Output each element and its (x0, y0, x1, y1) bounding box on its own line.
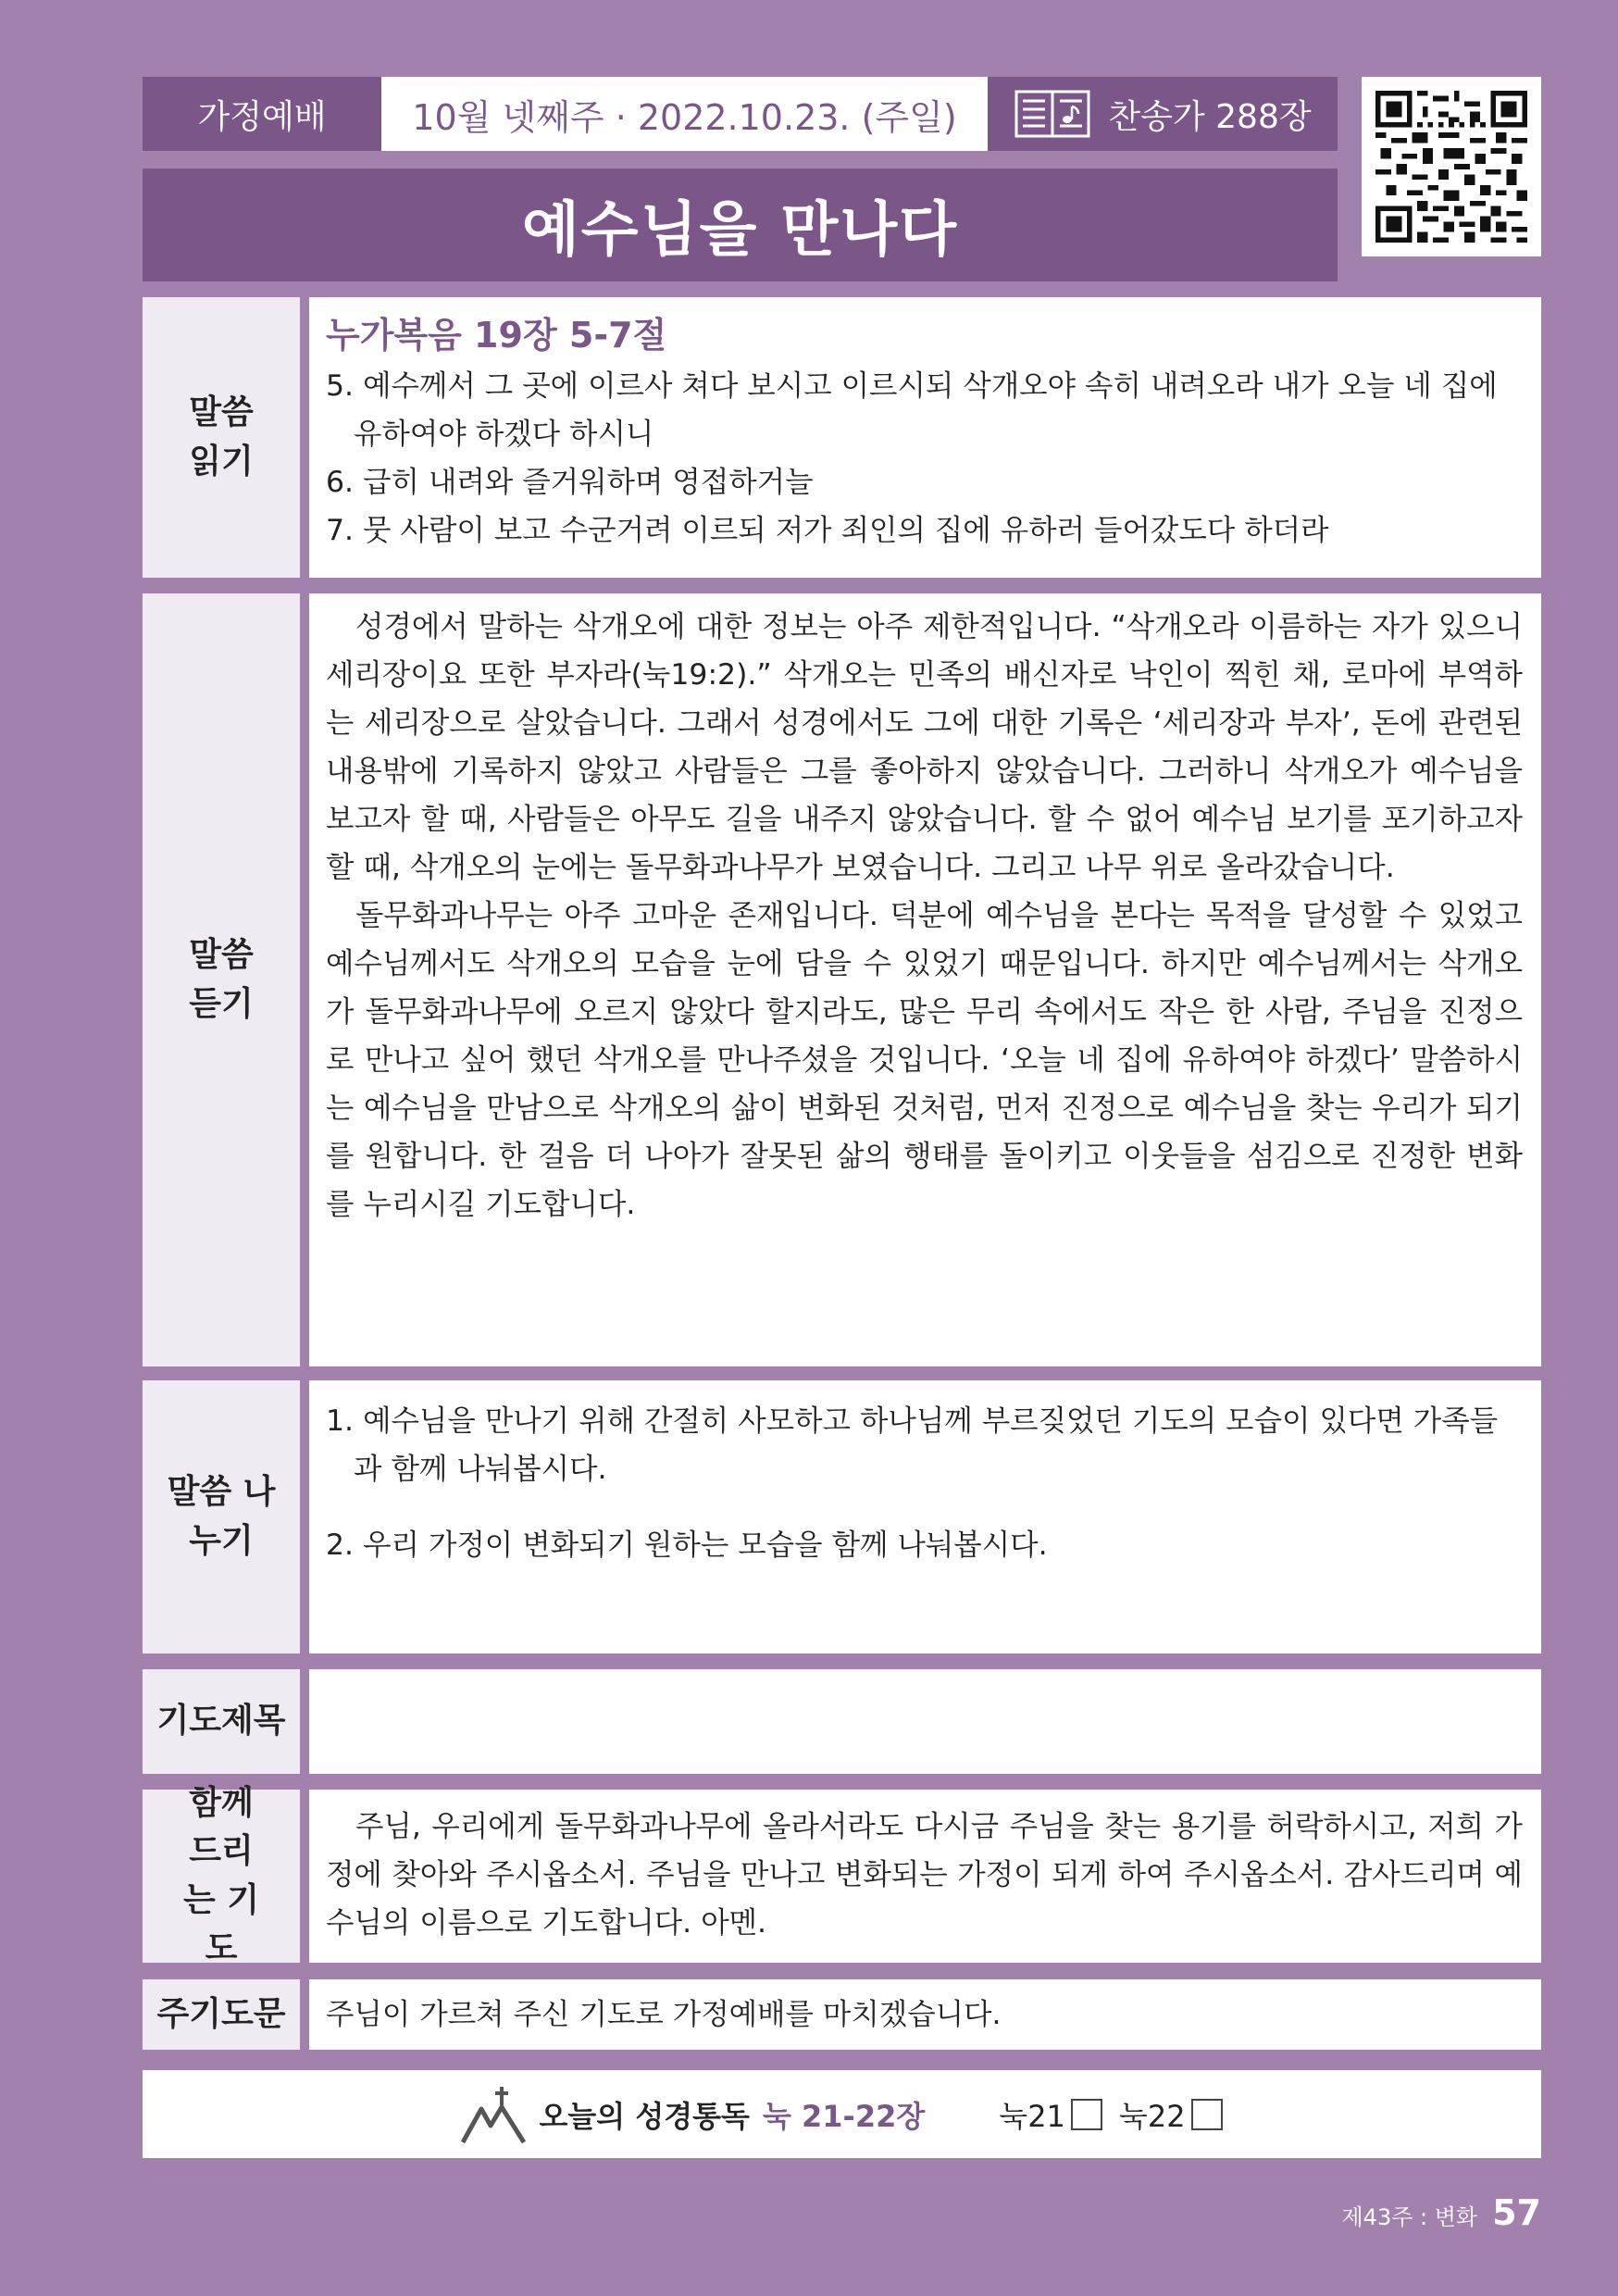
sharing-content (309, 1380, 1541, 1653)
bible-reading-plan (143, 2070, 1541, 2158)
verse-line: 7. 뭇 사람이 보고 수군거려 이르되 저가 죄인의 집에 유하러 들어갔도다 하더라 (326, 514, 1329, 547)
prayer-topic-label-text: 기도제목 (156, 1702, 286, 1741)
date-bar (381, 77, 988, 151)
title-bar (143, 168, 1338, 281)
qr-code[interactable] (1362, 77, 1541, 256)
cross-mountain-icon (461, 2085, 526, 2144)
reading-plan-label: 오늘의 성경통독 (539, 2098, 750, 2134)
lords-prayer-label (143, 1979, 300, 2050)
hymn-bar (988, 77, 1338, 151)
discussion-question: 1. 예수님을 만나기 위해 간절히 사모하고 하나님께 부르짖었던 기도의 모습이 있다면 가족들과 함께 나눠봅시다. (326, 1404, 1499, 1486)
lords-prayer-label-text: 주기도문 (156, 1994, 286, 2033)
sharing-label (143, 1380, 300, 1653)
sharing-label-text: 말씀 나누기 (167, 1473, 276, 1560)
reading-content (309, 297, 1541, 578)
worship-tag (143, 77, 381, 151)
reading-label-text: 말씀 읽기 (189, 393, 254, 480)
reading-plan-range: 눅 21-22장 (762, 2098, 926, 2134)
lords-prayer-content (309, 1979, 1541, 2050)
closing-text: 주님이 가르쳐 주신 기도로 가정예배를 마치겠습니다. (326, 1998, 1002, 2031)
joint-prayer-label-text: 함께 드리는 기도 (182, 1784, 260, 1967)
date-text: 10월 넷째주 · 2022.10.23. (주일) (412, 96, 957, 138)
reading-checkbox-1[interactable] (1071, 2099, 1102, 2130)
reading-checkbox-2[interactable] (1191, 2099, 1223, 2130)
page-title: 예수님을 만나다 (521, 196, 959, 265)
hymnal-icon (1014, 88, 1091, 140)
qr-code-icon (1375, 91, 1527, 243)
joint-prayer-content (309, 1790, 1541, 1963)
listening-label-text: 말씀 듣기 (189, 936, 254, 1023)
prayer-topic-label (143, 1669, 300, 1774)
prayer-text: 주님, 우리에게 돌무화과나무에 올라서라도 다시금 주님을 찾는 용기를 허락하시고, 저희 가정에 찾아와 주시옵소서. 주님을 만나고 변화되는 가정이 되게 하여 주시옵소서. 감사드리며 예수님의 이름으로 기도합니다. 아멘. (326, 1810, 1523, 1940)
prayer-topic-field[interactable] (309, 1669, 1541, 1774)
reading-label (143, 297, 300, 578)
checkbox-label-2: 눅22 (1118, 2098, 1186, 2134)
verse-line: 5. 예수께서 그 곳에 이르사 쳐다 보시고 이르시되 삭개오야 속히 내려오라 내가 오늘 네 집에 유하여야 하겠다 하시니 (326, 369, 1498, 451)
chapter-subtitle: 제43주 : 변화 (1341, 2204, 1478, 2230)
discussion-question: 2. 우리 가정이 변화되기 원하는 모습을 함께 나눠봅시다. (326, 1529, 1048, 1562)
listening-content (309, 593, 1541, 1366)
page-footer (1341, 2192, 1541, 2233)
scripture-reference: 누가복음 19장 5-7절 (326, 315, 667, 356)
listening-label (143, 593, 300, 1366)
verse-line: 6. 급히 내려와 즐거워하며 영접하거늘 (326, 466, 814, 499)
joint-prayer-label (143, 1784, 300, 1967)
sermon-paragraph: 성경에서 말하는 삭개오에 대한 정보는 아주 제한적입니다. “삭개오라 이름하는 자가 있으니 세리장이요 또한 부자라(눅19:2).” 삭개오는 민족의 배신자로 낙인이 찍힌 채, 로마에 부역하는 세리장으로 살았습니다. 그래서 성경에서도 그에 대한 기록은 ‘세리장과 부자’, 돈에 관련된 내용밖에 기록하지 않았고 사람들은 그를 좋아하지 않았습니다. 그러하니 삭개오가 예수님을 보고자 할 때, 사람들은 아무도 길을 내주지 않았습니다. 할 수 없어 예수님 보기를 포기하고자 할 때, 삭개오의 눈에는 돌무화과나무가 보였습니다. 그리고 나무 위로 올라갔습니다. (326, 610, 1523, 884)
worship-tag-text: 가정예배 (197, 97, 327, 136)
hymn-text: 찬송가 288장 (1108, 97, 1312, 136)
checkbox-label-1: 눅21 (999, 2098, 1065, 2134)
page-number: 57 (1492, 2192, 1541, 2233)
sermon-paragraph: 돌무화과나무는 아주 고마운 존재입니다. 덕분에 예수님을 본다는 목적을 달성할 수 있었고 예수님께서도 삭개오의 모습을 눈에 담을 수 있었기 때문입니다. 하지만 예수님께서는 삭개오가 돌무화과나무에 오르지 않았다 할지라도, 많은 무리 속에서도 작은 한 사람, 주님을 진정으로 만나고 싶어 했던 삭개오를 만나주셨을 것입니다. ‘오늘 네 집에 유하여야 하겠다’ 말씀하시는 예수님을 만남으로 삭개오의 삶이 변화된 것처럼, 먼저 진정으로 예수님을 찾는 우리가 되기를 원합니다. 한 걸음 더 나아가 잘못된 삶의 행태를 돌이키고 이웃들을 섬김으로 진정한 변화를 누리시길 기도합니다. (326, 899, 1523, 1221)
